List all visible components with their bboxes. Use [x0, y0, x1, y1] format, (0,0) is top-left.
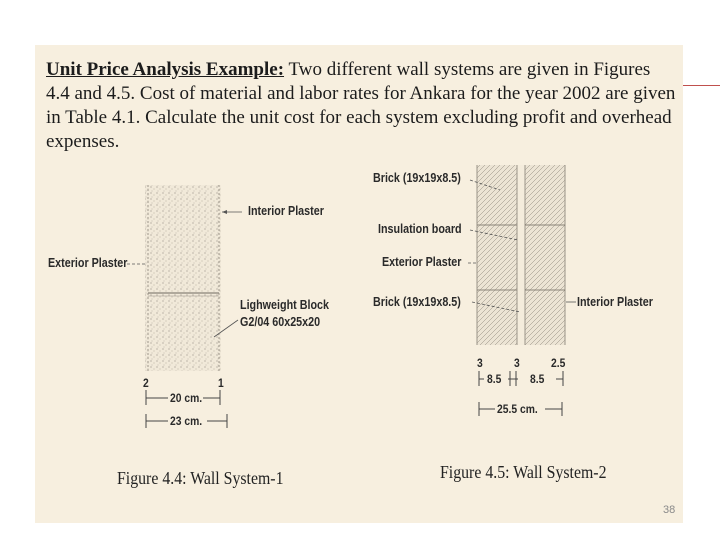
label-exterior-plaster-2: Exterior Plaster: [382, 255, 462, 269]
page-number: 38: [663, 504, 676, 516]
label-exterior-plaster-1: Exterior Plaster: [48, 256, 128, 270]
dim-a: 3: [477, 356, 483, 370]
dim-total-2: 25.5 cm.: [497, 402, 538, 416]
dim-brick-1: 8.5: [487, 372, 502, 386]
dim-b: 3: [514, 356, 520, 370]
label-insulation-board: Insulation board: [378, 222, 462, 236]
wall-system-2: [468, 165, 576, 416]
dim-brick-2: 8.5: [530, 372, 545, 386]
caption-figure-4-4: Figure 4.4: Wall System-1: [117, 468, 284, 488]
label-interior-plaster-2: Interior Plaster: [577, 295, 653, 309]
label-brick-bottom: Brick (19x19x8.5): [373, 295, 461, 309]
label-block-size: G2/04 60x25x20: [240, 315, 321, 329]
dim-left-plaster: 2: [143, 376, 149, 390]
dim-right-plaster: 1: [218, 376, 224, 390]
label-brick-top: Brick (19x19x8.5): [373, 171, 461, 185]
dim-block: 20 cm.: [170, 391, 203, 405]
dim-total-1: 23 cm.: [170, 414, 203, 428]
label-block-type: Lighweight Block: [240, 298, 329, 312]
dim-c: 2.5: [551, 356, 566, 370]
label-interior-plaster-1: Interior Plaster: [248, 204, 324, 218]
caption-figure-4-5: Figure 4.5: Wall System-2: [440, 462, 607, 482]
problem-lead: Unit Price Analysis Example:: [46, 59, 285, 80]
problem-body: Two different wall systems are given in Figures 4.4 and 4.5. Cost of material and labor rates for Ankara for the year 2002 are given in Table 4.1. Calculate the unit cost for each system excluding profit and overhead expenses.: [46, 59, 676, 152]
